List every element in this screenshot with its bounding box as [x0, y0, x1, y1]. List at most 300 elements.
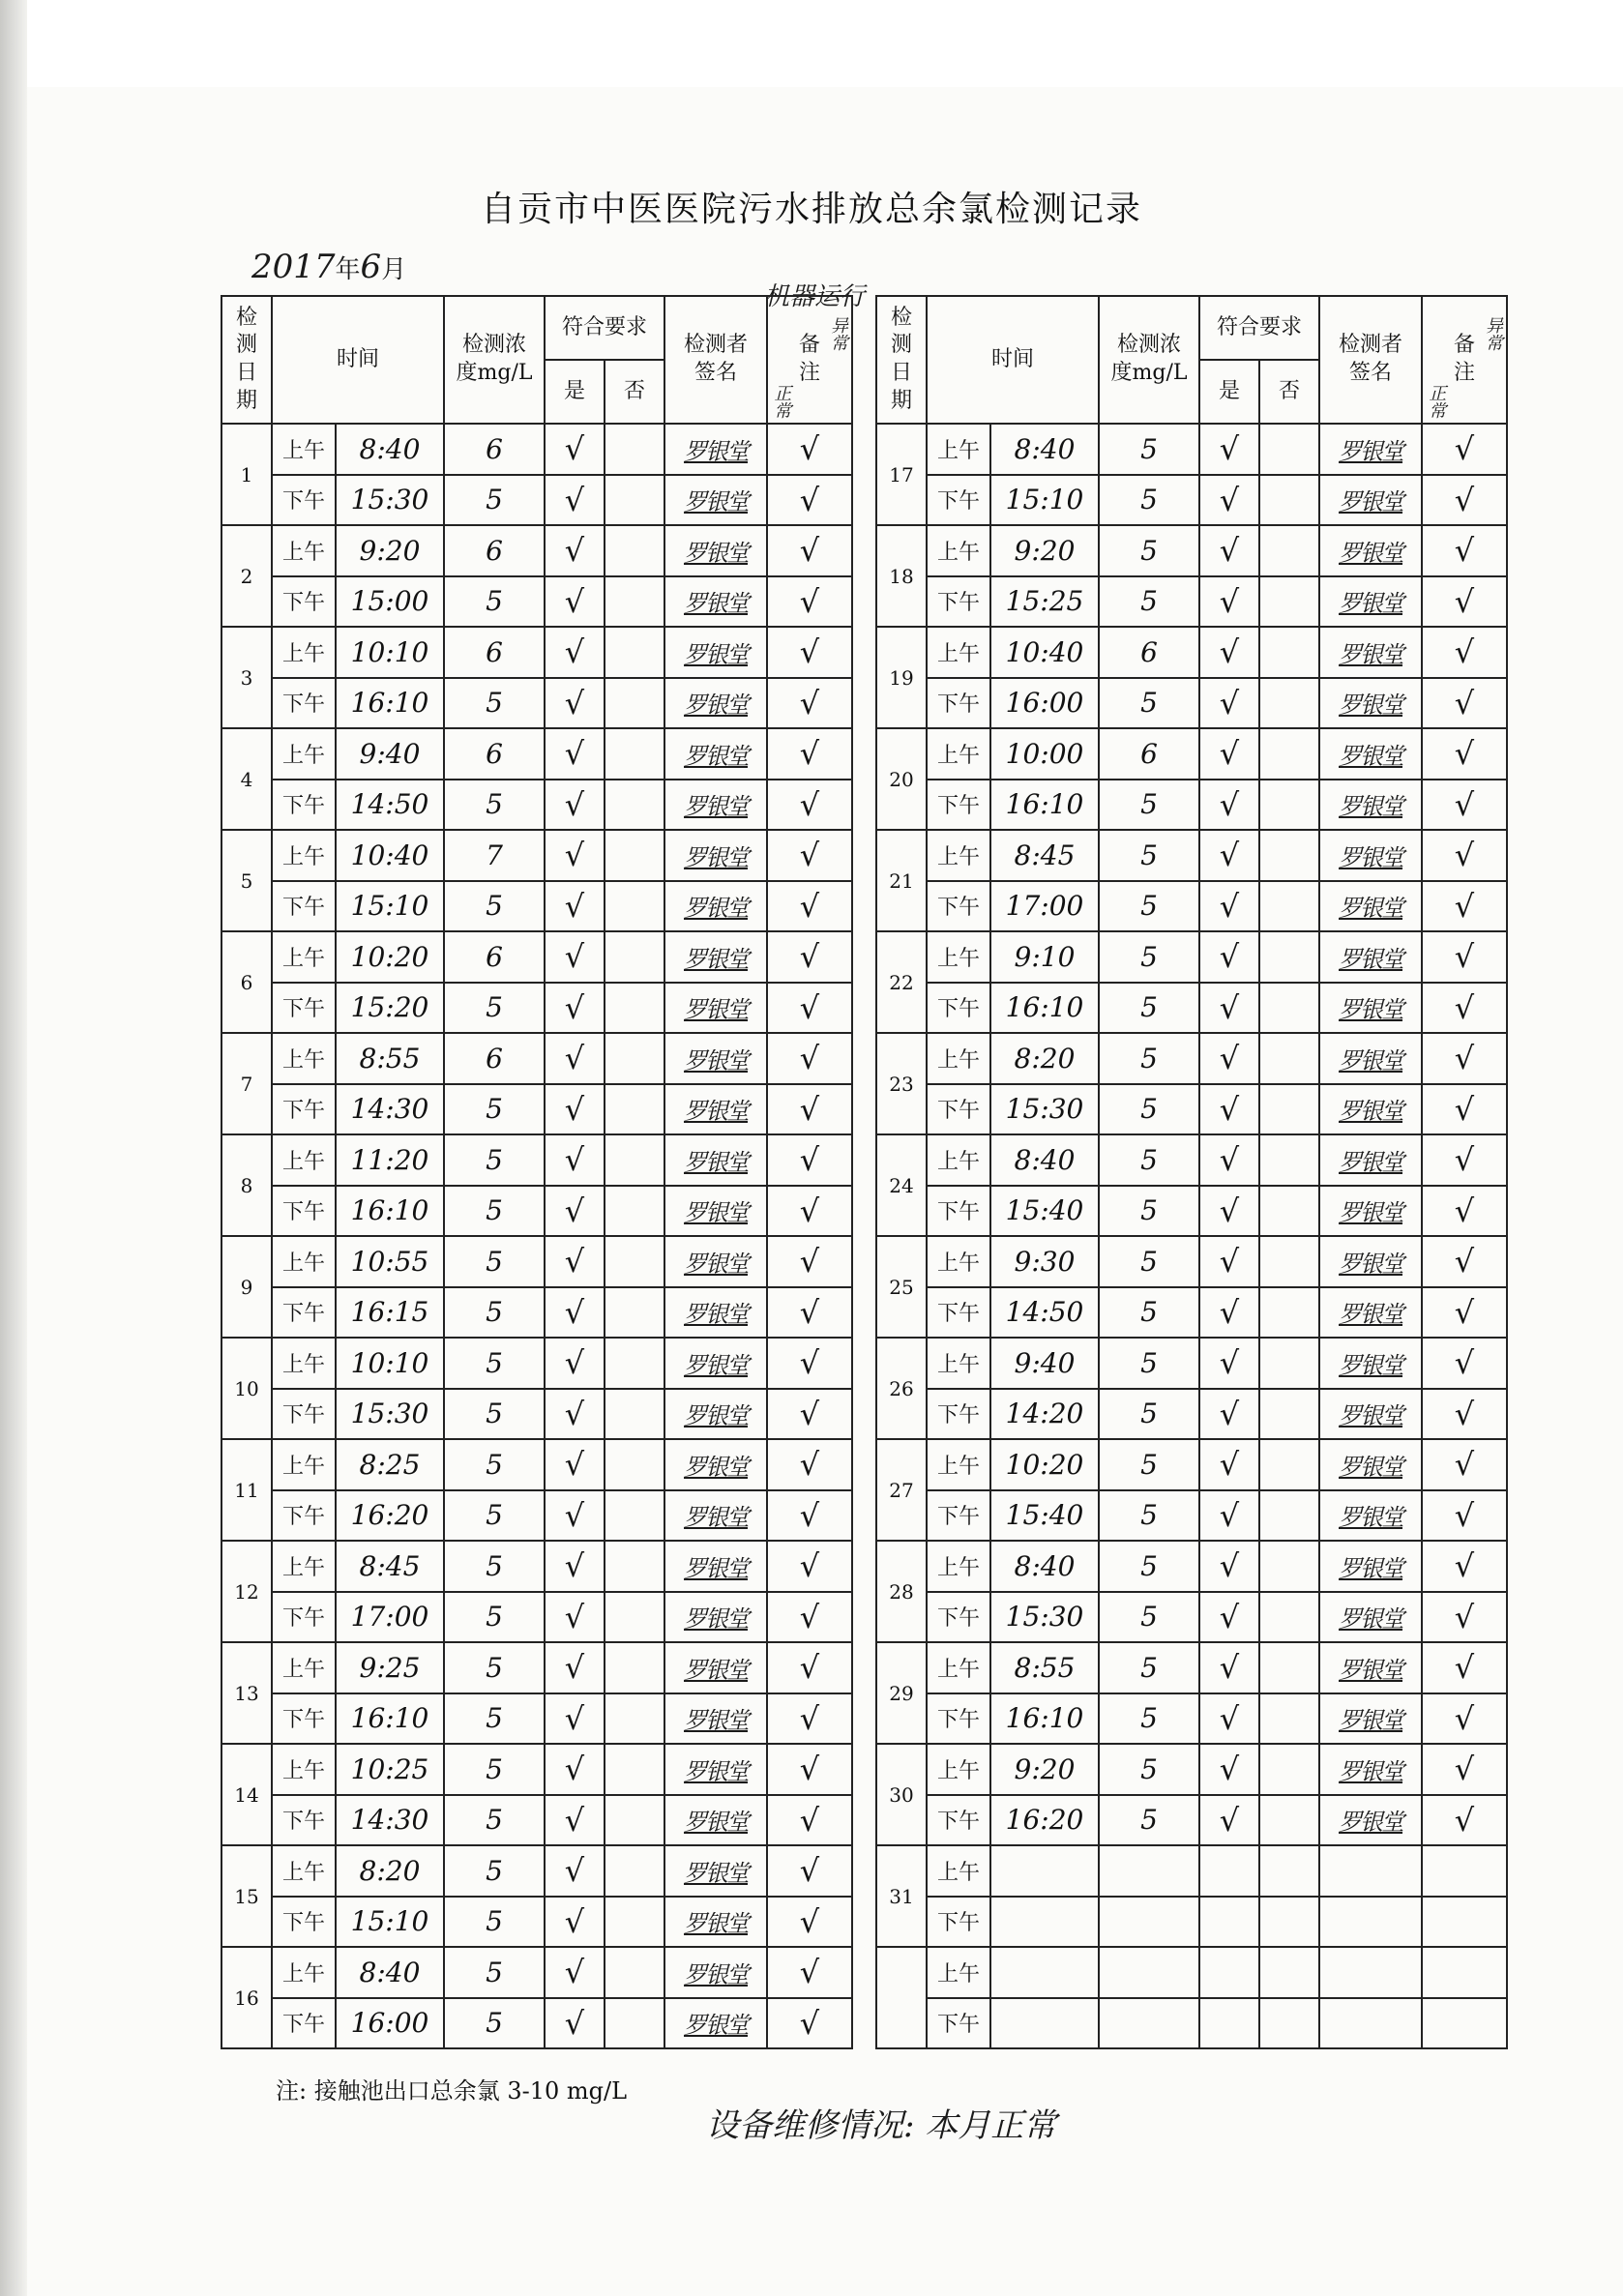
inspector-signature: 罗银堂 [664, 881, 767, 932]
remark-mark: √ [767, 1186, 852, 1237]
table-row [876, 1439, 1507, 1490]
concentration-header-line1: 检测浓 [461, 333, 526, 358]
day-number: 17 [876, 424, 927, 525]
time-value: 9:40 [336, 728, 444, 780]
am-label: 上午 [927, 1947, 990, 1998]
pm-label: 下午 [927, 1998, 990, 2049]
inspector-header [1319, 296, 1422, 424]
day-header-char: 期 [235, 388, 257, 413]
concentration-value: 5 [1099, 1642, 1199, 1693]
table-row [221, 576, 852, 628]
day-number: 1 [221, 424, 272, 525]
table-row [876, 983, 1507, 1034]
day-number: 24 [876, 1134, 927, 1236]
inspector-signature: 罗银堂 [1319, 424, 1422, 475]
inspector-signature: 罗银堂 [1319, 576, 1422, 628]
compliance-yes-mark: √ [1199, 1338, 1259, 1389]
compliance-no-mark [1259, 525, 1319, 576]
inspector-signature: 罗银堂 [664, 830, 767, 881]
compliance-yes-mark: √ [1199, 1795, 1259, 1846]
time-value: 10:10 [336, 1338, 444, 1389]
pm-label: 下午 [927, 881, 990, 932]
am-label: 上午 [272, 1236, 336, 1287]
compliance-yes-mark: √ [545, 678, 605, 729]
table-row [876, 1795, 1507, 1846]
inspector-signature: 罗银堂 [1319, 830, 1422, 881]
compliance-no-mark [605, 1439, 664, 1490]
remark-mark: √ [767, 1084, 852, 1135]
table-row [876, 1236, 1507, 1287]
remark-mark: √ [1422, 1439, 1507, 1490]
inspector-signature [1319, 1998, 1422, 2049]
time-value: 16:00 [990, 678, 1099, 729]
compliance-yes-mark: √ [1199, 931, 1259, 983]
day-number: 27 [876, 1439, 927, 1541]
machine-operation-note: 机器运行 [764, 282, 866, 311]
table-body-left [221, 424, 852, 2048]
compliance-no-mark [1259, 1236, 1319, 1287]
concentration-value: 5 [444, 1439, 545, 1490]
compliance-no-mark [605, 1134, 664, 1186]
table-row [221, 1744, 852, 1795]
remark-mark: √ [767, 728, 852, 780]
remark-mark: √ [1422, 1338, 1507, 1389]
day-header [221, 296, 272, 424]
compliance-yes-mark: √ [545, 1642, 605, 1693]
time-header: 时间 [927, 296, 1099, 424]
inspector-signature: 罗银堂 [664, 931, 767, 983]
compliance-yes-mark: √ [545, 1338, 605, 1389]
compliance-no-mark [605, 728, 664, 780]
remark-mark [1422, 1845, 1507, 1897]
time-value: 14:50 [990, 1287, 1099, 1339]
concentration-value [1099, 1897, 1199, 1948]
concentration-value: 5 [1099, 525, 1199, 576]
remark-mark: √ [1422, 1236, 1507, 1287]
compliance-yes-mark: √ [545, 576, 605, 628]
compliance-no-mark [1259, 1033, 1319, 1084]
time-value: 15:25 [990, 576, 1099, 628]
time-value: 16:10 [336, 1186, 444, 1237]
inspector-signature: 罗银堂 [664, 1033, 767, 1084]
am-label: 上午 [927, 424, 990, 475]
time-value: 16:00 [336, 1998, 444, 2049]
time-value: 10:40 [336, 830, 444, 881]
compliance-yes-mark: √ [545, 1186, 605, 1237]
compliance-no-mark [605, 1338, 664, 1389]
table-row [876, 1134, 1507, 1186]
remark-mark: √ [767, 931, 852, 983]
compliance-yes-header: 是 [545, 360, 605, 424]
time-value: 15:20 [336, 983, 444, 1034]
concentration-value: 5 [1099, 881, 1199, 932]
am-label: 上午 [272, 525, 336, 576]
time-value: 16:20 [336, 1490, 444, 1542]
compliance-yes-mark: √ [545, 728, 605, 780]
table-row [221, 1134, 852, 1186]
table-row [221, 1287, 852, 1339]
inspector-signature: 罗银堂 [1319, 1134, 1422, 1186]
remark-mark: √ [767, 1897, 852, 1948]
inspector-header-line2: 签名 [693, 361, 737, 385]
concentration-value: 5 [444, 1338, 545, 1389]
concentration-value: 5 [1099, 1795, 1199, 1846]
compliance-yes-mark: √ [545, 1439, 605, 1490]
remark-mark [1422, 1897, 1507, 1948]
table-row [221, 983, 852, 1034]
inspector-signature: 罗银堂 [664, 1592, 767, 1643]
day-number: 22 [876, 931, 927, 1033]
time-value: 16:15 [336, 1287, 444, 1339]
inspector-signature: 罗银堂 [664, 1490, 767, 1542]
time-value: 16:10 [990, 780, 1099, 831]
inspector-signature: 罗银堂 [664, 1693, 767, 1745]
inspector-signature: 罗银堂 [1319, 678, 1422, 729]
pm-label: 下午 [927, 780, 990, 831]
compliance-yes-mark: √ [545, 1389, 605, 1440]
time-value: 10:10 [336, 627, 444, 678]
table-row [876, 1744, 1507, 1795]
compliance-no-mark [605, 424, 664, 475]
table-row [221, 1439, 852, 1490]
day-number: 26 [876, 1338, 927, 1439]
remark-mark: √ [767, 1845, 852, 1897]
remark-mark: √ [767, 1236, 852, 1287]
compliance-yes-mark: √ [545, 1744, 605, 1795]
date-year: 2017 [251, 248, 336, 286]
inspector-signature: 罗银堂 [1319, 881, 1422, 932]
remark-header [1422, 296, 1507, 424]
compliance-no-mark [605, 1186, 664, 1237]
concentration-value: 5 [444, 1134, 545, 1186]
day-number: 14 [221, 1744, 272, 1845]
compliance-no-mark [605, 1947, 664, 1998]
compliance-no-mark [605, 1033, 664, 1084]
inspector-signature [1319, 1947, 1422, 1998]
time-value: 8:55 [336, 1033, 444, 1084]
table-row [876, 1897, 1507, 1948]
compliance-yes-mark: √ [545, 1592, 605, 1643]
time-value: 8:45 [990, 830, 1099, 881]
concentration-value: 5 [1099, 1338, 1199, 1389]
compliance-no-mark [1259, 1490, 1319, 1542]
inspector-signature: 罗银堂 [1319, 627, 1422, 678]
day-number: 7 [221, 1033, 272, 1134]
compliance-yes-header: 是 [1199, 360, 1259, 424]
am-label: 上午 [272, 1845, 336, 1897]
pm-label: 下午 [272, 1490, 336, 1542]
compliance-header: 符合要求 [1199, 296, 1319, 360]
time-value: 16:20 [990, 1795, 1099, 1846]
concentration-value: 5 [444, 678, 545, 729]
compliance-no-mark [605, 1998, 664, 2049]
remark-mark [1422, 1998, 1507, 2049]
table-row [876, 881, 1507, 932]
date-year-label: 年 [335, 255, 361, 284]
remark-mark: √ [1422, 424, 1507, 475]
compliance-yes-mark: √ [1199, 1592, 1259, 1643]
day-number: 5 [221, 830, 272, 931]
compliance-no-mark [1259, 1592, 1319, 1643]
remark-mark: √ [767, 1947, 852, 1998]
am-label: 上午 [927, 627, 990, 678]
table-row [221, 1998, 852, 2049]
pm-label: 下午 [927, 1490, 990, 1542]
compliance-no-mark [605, 1490, 664, 1542]
compliance-yes-mark: √ [1199, 1744, 1259, 1795]
time-value: 15:10 [990, 475, 1099, 526]
date-month-label: 月 [381, 255, 407, 284]
inspector-header-line1: 检测者 [683, 333, 748, 358]
table-row [876, 1287, 1507, 1339]
table-row [221, 1795, 852, 1846]
compliance-yes-mark: √ [1199, 1134, 1259, 1186]
log-table-left [221, 295, 853, 2049]
time-value: 10:25 [336, 1744, 444, 1795]
compliance-no-mark [1259, 1897, 1319, 1948]
time-value: 15:10 [336, 881, 444, 932]
table-row [221, 1642, 852, 1693]
compliance-no-mark [1259, 424, 1319, 475]
inspector-signature: 罗银堂 [664, 1134, 767, 1186]
remark-mark: √ [1422, 1795, 1507, 1846]
remark-mark: √ [1422, 576, 1507, 628]
compliance-no-mark [1259, 780, 1319, 831]
pm-label: 下午 [927, 678, 990, 729]
inspector-signature: 罗银堂 [1319, 1795, 1422, 1846]
time-header: 时间 [272, 296, 444, 424]
time-value [990, 1897, 1099, 1948]
compliance-no-mark [605, 931, 664, 983]
compliance-no-mark [605, 1642, 664, 1693]
pm-label: 下午 [927, 475, 990, 526]
compliance-no-mark [1259, 576, 1319, 628]
inspector-signature: 罗银堂 [664, 576, 767, 628]
inspector-signature: 罗银堂 [1319, 1033, 1422, 1084]
inspector-signature: 罗银堂 [664, 983, 767, 1034]
compliance-yes-mark: √ [1199, 627, 1259, 678]
remark-mark: √ [1422, 475, 1507, 526]
table-row [221, 931, 852, 983]
time-value: 15:00 [336, 576, 444, 628]
compliance-yes-mark: √ [1199, 1642, 1259, 1693]
pm-label: 下午 [927, 576, 990, 628]
compliance-header: 符合要求 [545, 296, 664, 360]
compliance-no-mark [1259, 1134, 1319, 1186]
inspector-signature: 罗银堂 [664, 780, 767, 831]
concentration-value: 5 [1099, 931, 1199, 983]
compliance-no-mark [605, 1744, 664, 1795]
compliance-yes-mark [1199, 1845, 1259, 1897]
compliance-yes-mark: √ [545, 830, 605, 881]
table-row [221, 627, 852, 678]
remark-mark: √ [767, 983, 852, 1034]
compliance-yes-mark: √ [545, 1693, 605, 1745]
compliance-yes-mark: √ [1199, 881, 1259, 932]
am-label: 上午 [927, 1744, 990, 1795]
remark-mark: √ [767, 1439, 852, 1490]
remark-mark: √ [1422, 728, 1507, 780]
am-label: 上午 [927, 1845, 990, 1897]
record-date [251, 248, 406, 286]
compliance-yes-mark [1199, 1897, 1259, 1948]
inspector-signature: 罗银堂 [664, 1084, 767, 1135]
concentration-value: 5 [1099, 1592, 1199, 1643]
compliance-yes-mark: √ [1199, 1186, 1259, 1237]
compliance-no-mark [1259, 931, 1319, 983]
remark-mark: √ [767, 1693, 852, 1745]
remark-mark: √ [1422, 1287, 1507, 1339]
concentration-value: 6 [444, 525, 545, 576]
time-value: 10:55 [336, 1236, 444, 1287]
concentration-value: 5 [1099, 576, 1199, 628]
compliance-yes-mark: √ [545, 1897, 605, 1948]
table-row [221, 1592, 852, 1643]
remark-mark: √ [1422, 780, 1507, 831]
concentration-value: 5 [1099, 1693, 1199, 1745]
time-value: 16:10 [336, 678, 444, 729]
compliance-no-mark [1259, 1439, 1319, 1490]
remark-mark: √ [1422, 1134, 1507, 1186]
compliance-yes-mark: √ [1199, 1541, 1259, 1592]
time-value: 15:30 [990, 1084, 1099, 1135]
concentration-header-line2: 度mg/L [1110, 361, 1188, 385]
concentration-value: 5 [444, 1490, 545, 1542]
table-row [221, 525, 852, 576]
table-row [221, 475, 852, 526]
compliance-no-mark [1259, 678, 1319, 729]
compliance-yes-mark: √ [1199, 1033, 1259, 1084]
remark-mark: √ [767, 1490, 852, 1542]
concentration-value: 5 [444, 780, 545, 831]
concentration-value: 5 [1099, 1033, 1199, 1084]
time-value: 16:10 [336, 1693, 444, 1745]
time-value: 16:10 [990, 983, 1099, 1034]
remark-header [767, 296, 852, 424]
table-header-left [221, 296, 852, 424]
am-label: 上午 [272, 1033, 336, 1084]
concentration-value: 5 [1099, 1134, 1199, 1186]
remark-normal-handwritten: 正常 [771, 384, 792, 419]
pm-label: 下午 [272, 576, 336, 628]
concentration-value [1099, 1998, 1199, 2049]
table-row [221, 678, 852, 729]
am-label: 上午 [272, 627, 336, 678]
table-row [876, 1642, 1507, 1693]
concentration-value: 6 [444, 728, 545, 780]
am-label: 上午 [927, 830, 990, 881]
inspector-signature [1319, 1897, 1422, 1948]
am-label: 上午 [927, 1439, 990, 1490]
day-header-char: 期 [890, 388, 912, 413]
time-value: 15:10 [336, 1897, 444, 1948]
remark-mark: √ [767, 1795, 852, 1846]
concentration-value: 5 [444, 1642, 545, 1693]
table-row [221, 1490, 852, 1542]
remark-mark: √ [1422, 525, 1507, 576]
time-value: 8:25 [336, 1439, 444, 1490]
remark-mark: √ [1422, 931, 1507, 983]
remark-mark: √ [1422, 1642, 1507, 1693]
inspector-signature: 罗银堂 [664, 1287, 767, 1339]
compliance-no-mark [605, 525, 664, 576]
pm-label: 下午 [272, 780, 336, 831]
remark-mark: √ [767, 1592, 852, 1643]
table-row [876, 1592, 1507, 1643]
remark-mark: √ [767, 627, 852, 678]
day-number: 16 [221, 1947, 272, 2048]
compliance-yes-mark: √ [1199, 728, 1259, 780]
pm-label: 下午 [272, 1795, 336, 1846]
remark-mark: √ [1422, 1084, 1507, 1135]
am-label: 上午 [927, 1134, 990, 1186]
concentration-value: 5 [444, 475, 545, 526]
compliance-no-mark [605, 627, 664, 678]
inspector-signature: 罗银堂 [1319, 525, 1422, 576]
table-row [876, 931, 1507, 983]
remark-mark: √ [767, 780, 852, 831]
time-value: 9:40 [990, 1338, 1099, 1389]
compliance-yes-mark: √ [1199, 1236, 1259, 1287]
inspector-signature: 罗银堂 [1319, 1236, 1422, 1287]
concentration-value: 5 [444, 1236, 545, 1287]
log-table-right [875, 295, 1508, 2049]
compliance-yes-mark [1199, 1998, 1259, 2049]
concentration-value: 5 [1099, 424, 1199, 475]
time-value: 15:40 [990, 1490, 1099, 1542]
compliance-yes-mark: √ [1199, 830, 1259, 881]
table-row [876, 1541, 1507, 1592]
inspector-signature: 罗银堂 [1319, 728, 1422, 780]
page-title: 自贡市中医医院污水排放总余氯检测记录 [480, 190, 1142, 229]
compliance-no-mark [1259, 1744, 1319, 1795]
compliance-yes-mark: √ [545, 983, 605, 1034]
day-number: 6 [221, 931, 272, 1033]
remark-mark: √ [1422, 1389, 1507, 1440]
time-value: 15:40 [990, 1186, 1099, 1237]
time-value [990, 1947, 1099, 1998]
time-value: 9:20 [336, 525, 444, 576]
compliance-yes-mark: √ [1199, 576, 1259, 628]
compliance-yes-mark: √ [1199, 525, 1259, 576]
compliance-no-mark [1259, 1998, 1319, 2049]
am-label: 上午 [272, 830, 336, 881]
inspector-signature: 罗银堂 [1319, 1439, 1422, 1490]
compliance-no-mark [1259, 1389, 1319, 1440]
am-label: 上午 [927, 1033, 990, 1084]
remark-mark: √ [767, 678, 852, 729]
inspector-signature: 罗银堂 [664, 1998, 767, 2049]
day-header-char: 检 [235, 305, 257, 330]
remark-mark: √ [767, 1744, 852, 1795]
compliance-yes-mark: √ [545, 1287, 605, 1339]
remark-mark: √ [1422, 830, 1507, 881]
remark-header-line1: 备 [1453, 333, 1475, 358]
day-number: 9 [221, 1236, 272, 1338]
compliance-no-mark [1259, 983, 1319, 1034]
day-number: 29 [876, 1642, 927, 1744]
compliance-yes-mark: √ [545, 1134, 605, 1186]
day-number: 28 [876, 1541, 927, 1642]
table-row [221, 780, 852, 831]
pm-label: 下午 [927, 1287, 990, 1339]
time-value: 8:55 [990, 1642, 1099, 1693]
compliance-yes-mark: √ [545, 1236, 605, 1287]
compliance-no-header: 否 [1259, 360, 1319, 424]
pm-label: 下午 [272, 1084, 336, 1135]
remark-mark: √ [767, 1998, 852, 2049]
compliance-no-mark [1259, 1084, 1319, 1135]
